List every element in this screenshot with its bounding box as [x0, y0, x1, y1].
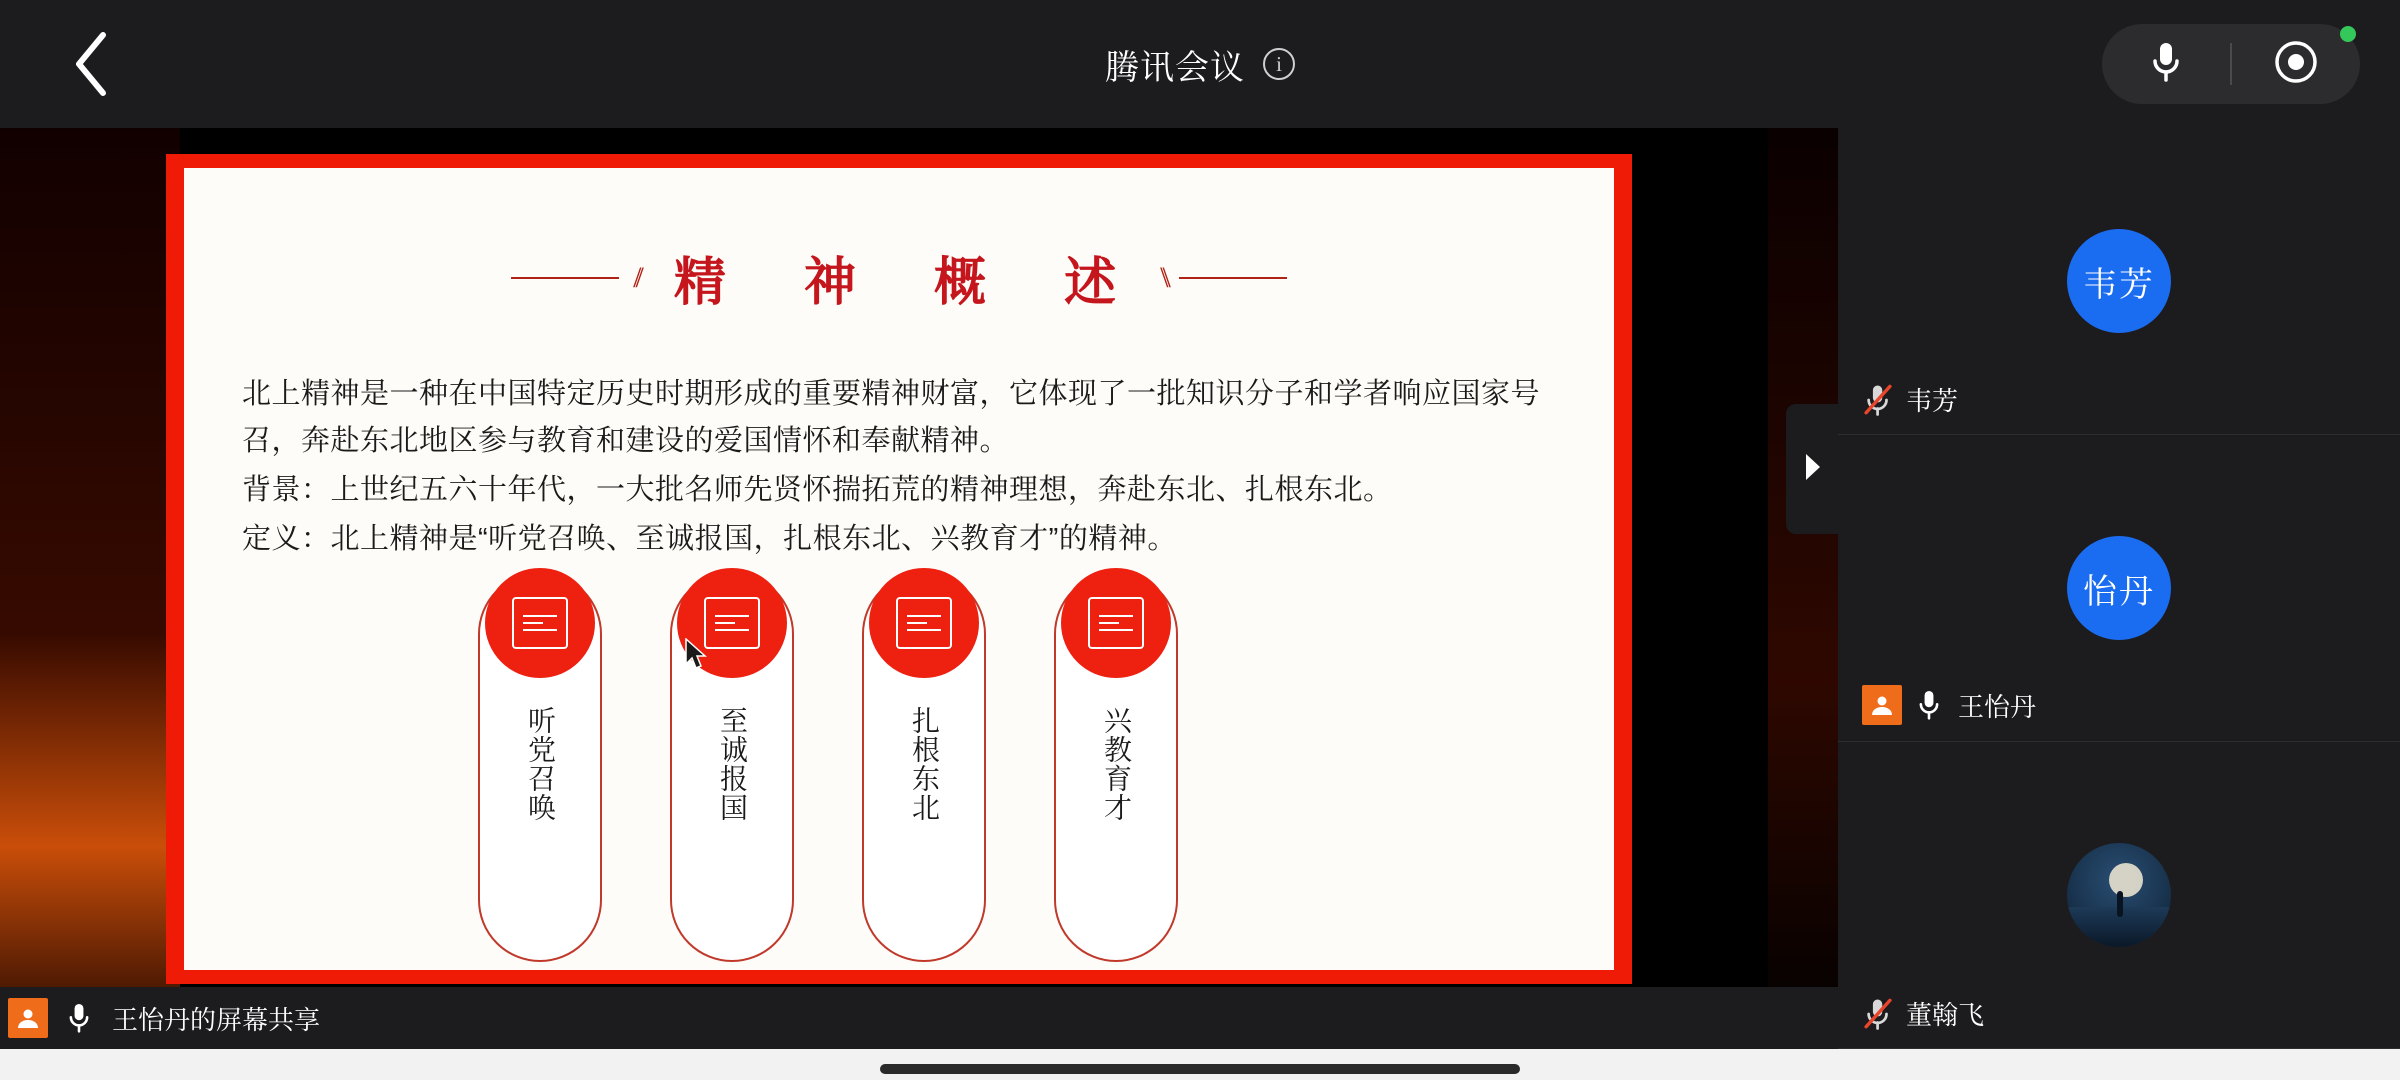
title-slash-left: //: [633, 260, 638, 294]
screen-share-label: 王怡丹的屏幕共享: [112, 1004, 321, 1035]
title-slash-right: \\: [1160, 260, 1165, 294]
document-lines-icon: [1061, 568, 1171, 678]
slide-pillar: [862, 572, 986, 962]
stage-background-right: [1768, 128, 1838, 1049]
top-bar-actions: [2102, 24, 2360, 104]
slide-paragraph-2: 背景：上世纪五六十年代，一大批名师先贤怀揣拓荒的精神理想，奔赴东北、扎根东北。: [242, 473, 1393, 506]
participant-name: 董翰飞: [1906, 1000, 1985, 1030]
slide-frame: [166, 154, 1632, 984]
slide-paragraph-3: 定义：北上精神是“听党召唤、至诚报国，扎根东北、兴教育才”的精神。: [242, 522, 1177, 555]
home-indicator-bar: [0, 1049, 2400, 1080]
shared-screen-stage[interactable]: [0, 128, 1838, 1049]
title-rule-right: [1179, 277, 1287, 279]
meeting-body: [0, 128, 2400, 1049]
meeting-title: 腾讯会议: [1105, 48, 1245, 87]
microphone-button[interactable]: [2102, 24, 2230, 104]
mic-muted-icon: [1862, 383, 1894, 417]
record-circle-icon: [2272, 38, 2320, 91]
chevron-left-icon: [71, 29, 115, 99]
status-dot: [2340, 26, 2356, 42]
screen-share-bar: [0, 987, 1838, 1049]
slide-pillar-label: 兴教育才: [1101, 706, 1132, 822]
slide-pillar-row: [242, 572, 1556, 962]
avatar-image-figure: [2117, 891, 2123, 917]
title-rule-left: [511, 277, 619, 279]
document-gear-icon: [485, 568, 595, 678]
slide-pillar-label: 听党召唤: [525, 706, 556, 822]
slide-pillar: [478, 572, 602, 962]
screen-share-user-icon: [1862, 685, 1902, 725]
chevron-right-icon: [1801, 451, 1823, 488]
mic-muted-icon: [1862, 997, 1894, 1031]
slide-pillar: [1054, 572, 1178, 962]
title-area: [0, 0, 2400, 128]
participant-label: [1862, 685, 2036, 725]
document-list-icon: [869, 568, 979, 678]
avatar: [2067, 843, 2171, 947]
mic-record-pill: [2102, 24, 2360, 104]
back-button[interactable]: [48, 19, 138, 109]
participant-label: [1862, 381, 1958, 418]
participant-tile[interactable]: [1838, 128, 2400, 435]
participant-name: 韦芳: [1906, 386, 1959, 416]
top-bar: [0, 0, 2400, 128]
slide-pillar-label: 扎根东北: [909, 706, 940, 822]
slide-title: 精 神 概 述: [673, 252, 1147, 313]
document-star-icon: [677, 568, 787, 678]
participant-label: [1862, 995, 1984, 1032]
slide-pillar: [670, 572, 794, 962]
mic-on-icon: [1914, 688, 1946, 722]
home-bar[interactable]: [880, 1064, 1520, 1074]
participant-name: 王怡丹: [1958, 691, 2037, 722]
screen-share-user-icon: [8, 998, 48, 1038]
participants-panel[interactable]: [1838, 128, 2400, 1049]
participant-tile[interactable]: [1838, 742, 2400, 1049]
slide-paragraph-1: 北上精神是一种在中国特定历史时期形成的重要精神财富，它体现了一批知识分子和学者响应国家号召，奔赴东北地区参与教育和建设的爱国情怀和奉献精神。: [242, 378, 1541, 457]
avatar: 韦芳: [2067, 229, 2171, 333]
collapse-panel-button[interactable]: [1786, 404, 1838, 534]
stage-background-left: [0, 128, 180, 1049]
slide-body: [242, 371, 1556, 563]
participant-tile[interactable]: [1838, 435, 2400, 742]
slide-title-row: [242, 240, 1556, 315]
microphone-icon: [64, 1001, 96, 1035]
microphone-icon: [2148, 39, 2184, 90]
slide-pillar-label: 至诚报国: [717, 706, 748, 822]
avatar-image: [2109, 863, 2143, 897]
avatar: 怡丹: [2067, 536, 2171, 640]
slide: [184, 168, 1614, 970]
info-circle-icon[interactable]: i: [1263, 48, 1295, 80]
